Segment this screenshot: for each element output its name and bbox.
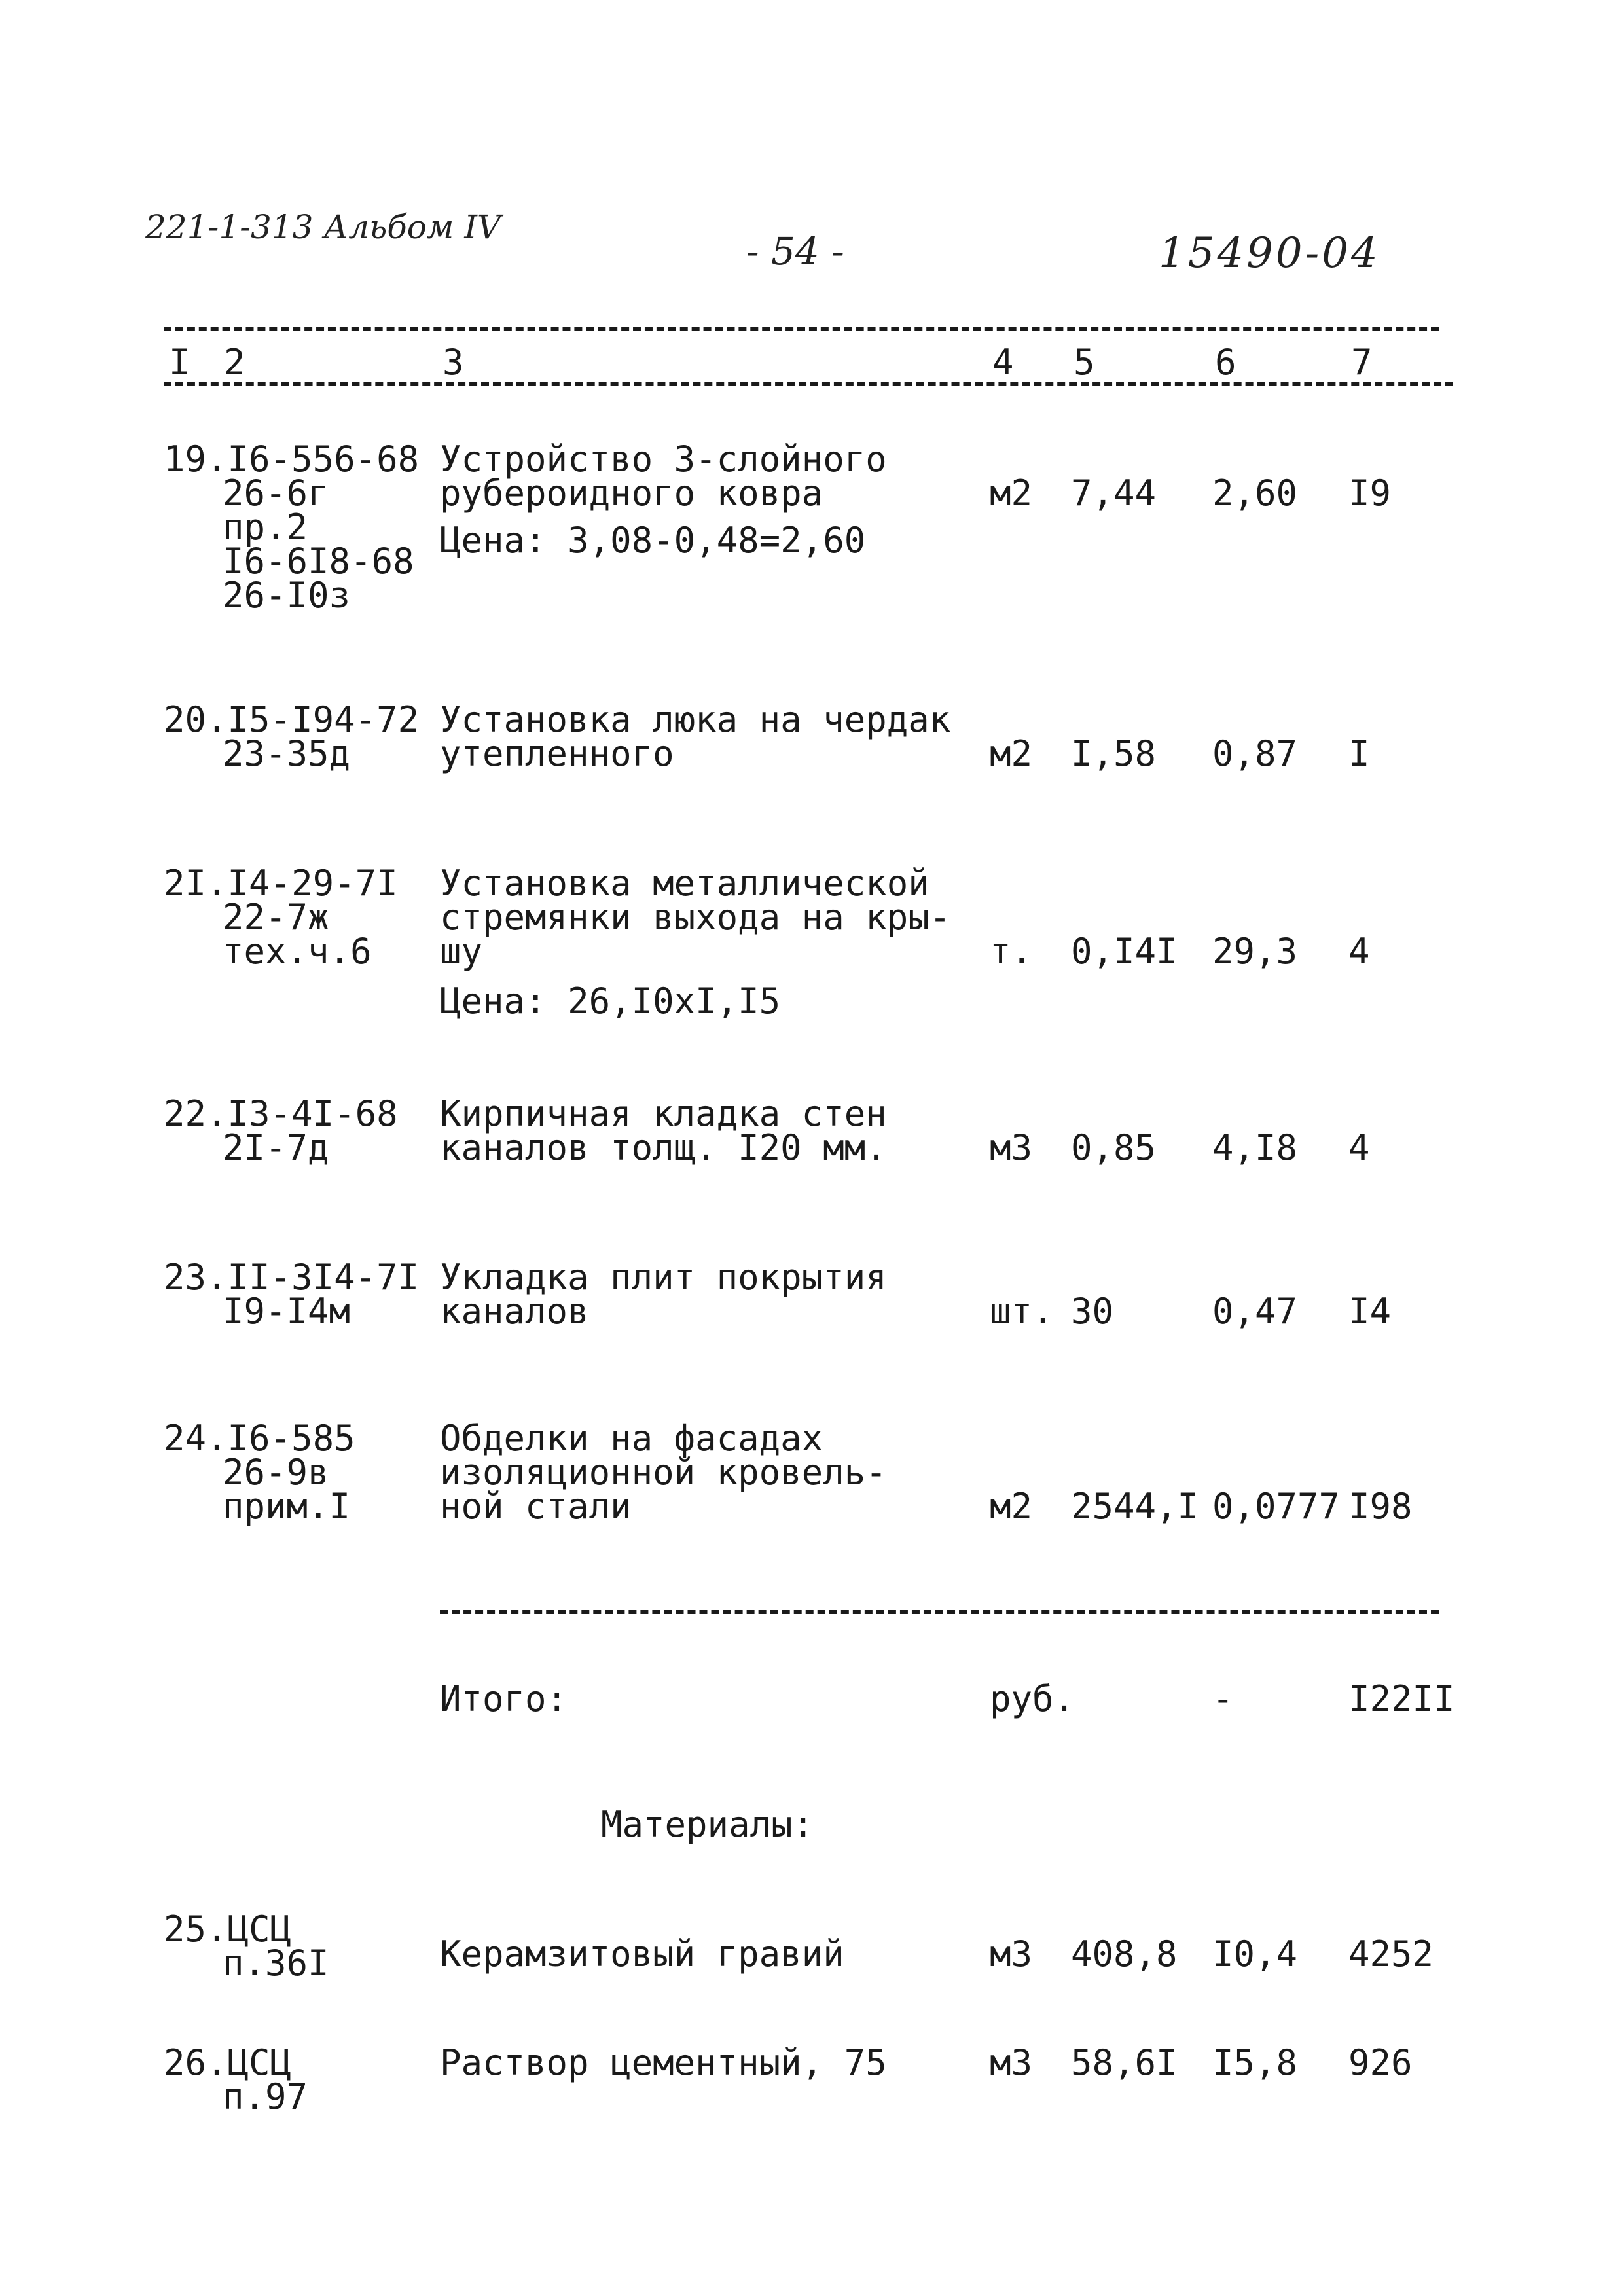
row-description-line: Керамзитовый гравий [440, 1933, 844, 1975]
row-quantity: 58,6I [1071, 2042, 1178, 2083]
row-ref-line: п.36I [223, 1943, 329, 1984]
row-total: 4 [1348, 1127, 1370, 1168]
row-ref-line: 26-6г [223, 473, 329, 514]
column-header-2: 2 [221, 346, 248, 380]
row-unit: м2 [990, 473, 1033, 514]
column-header-3: 3 [440, 346, 467, 380]
row-description-line: Укладка плит покрытия [440, 1257, 887, 1298]
row-ref-line: 19.I6-556-68 [164, 439, 420, 480]
row-ref-line: 25.ЦСЦ [164, 1909, 292, 1950]
row-unit: м3 [990, 1933, 1033, 1975]
column-header-4: 4 [990, 346, 1017, 380]
column-header-1: I [166, 346, 193, 380]
row-unit-price: 0,47 [1212, 1291, 1298, 1332]
row-quantity: 0,I4I [1071, 931, 1178, 972]
row-ref-line: I6-6I8-68 [223, 541, 414, 582]
row-unit-price: 29,3 [1212, 931, 1298, 972]
row-unit: м3 [990, 1127, 1033, 1168]
row-ref-line: 26.ЦСЦ [164, 2042, 292, 2083]
row-unit-price: I5,8 [1212, 2042, 1298, 2083]
row-ref-line: пр.2 [223, 507, 308, 548]
row-description-line: Раствор цементный, 75 [440, 2042, 887, 2083]
row-description-line: Установка люка на чердак [440, 699, 951, 740]
handwritten-album-code: 221-1-313 Альбом IV [145, 208, 501, 246]
row-description-line: Устройство 3-слойного [440, 439, 887, 480]
row-total: 926 [1348, 2042, 1413, 2083]
header-rule-top [164, 327, 1439, 331]
row-description-line: шу [440, 931, 483, 972]
row-quantity: I,58 [1071, 733, 1157, 774]
row-unit: м3 [990, 2042, 1033, 2083]
header-rule-bottom [164, 382, 1453, 386]
row-unit-price: 2,60 [1212, 473, 1298, 514]
row-ref-line: 2I-7д [223, 1127, 329, 1168]
row-total: 4 [1348, 931, 1370, 972]
row-ref-line: тех.ч.6 [223, 931, 372, 972]
row-price-note: Цена: 26,I0хI,I5 [440, 980, 781, 1022]
row-unit: м2 [990, 733, 1033, 774]
row-unit-price: 0,87 [1212, 733, 1298, 774]
page-number: - 54 - [746, 229, 844, 274]
row-total: I98 [1348, 1486, 1413, 1527]
row-unit-price: I0,4 [1212, 1933, 1298, 1975]
row-unit: м2 [990, 1486, 1033, 1527]
total-value: I22II [1348, 1678, 1455, 1719]
row-description-line: каналов [440, 1291, 589, 1332]
row-ref-line: 23-35д [223, 733, 351, 774]
row-price-note: Цена: 3,08-0,48=2,60 [440, 520, 866, 561]
row-description-line: рубероидного ковра [440, 473, 823, 514]
row-description-line: утепленного [440, 733, 674, 774]
row-description-line: Кирпичная кладка стен [440, 1093, 887, 1134]
row-unit: т. [990, 931, 1033, 972]
row-ref-line: 20.I5-I94-72 [164, 699, 420, 740]
row-ref-line: 26-I0з [223, 575, 351, 616]
row-description-line: Обделки на фасадах [440, 1418, 823, 1459]
materials-heading: Материалы: [601, 1804, 814, 1845]
row-total: I [1348, 733, 1370, 774]
row-quantity: 7,44 [1071, 473, 1157, 514]
row-quantity: 408,8 [1071, 1933, 1178, 1975]
row-description-line: каналов толщ. I20 мм. [440, 1127, 887, 1168]
total-separator-rule [440, 1610, 1439, 1614]
column-header-7: 7 [1348, 346, 1375, 380]
row-description-line: Установка металлической [440, 863, 929, 904]
document-number: 15490-04 [1159, 229, 1380, 278]
row-description-line: ной стали [440, 1486, 632, 1527]
row-ref-line: 2I.I4-29-7I [164, 863, 398, 904]
total-label: Итого: [440, 1678, 568, 1719]
row-quantity: 30 [1071, 1291, 1114, 1332]
row-total: I4 [1348, 1291, 1392, 1332]
column-header-6: 6 [1212, 346, 1239, 380]
row-total: 4252 [1348, 1933, 1434, 1975]
row-ref-line: прим.I [223, 1486, 351, 1527]
row-quantity: 0,85 [1071, 1127, 1157, 1168]
row-total: I9 [1348, 473, 1392, 514]
row-unit: шт. [990, 1291, 1054, 1332]
row-ref-line: I9-I4м [223, 1291, 351, 1332]
row-description-line: стремянки выхода на кры- [440, 897, 951, 938]
total-price: - [1212, 1678, 1234, 1719]
total-unit: руб. [990, 1678, 1075, 1719]
row-quantity: 2544,I [1071, 1486, 1199, 1527]
row-ref-line: 23.II-3I4-7I [164, 1257, 420, 1298]
column-header-5: 5 [1071, 346, 1098, 380]
row-ref-line: 22.I3-4I-68 [164, 1093, 398, 1134]
row-ref-line: 26-9в [223, 1452, 329, 1493]
row-unit-price: 0,0777 [1212, 1486, 1341, 1527]
row-ref-line: 22-7ж [223, 897, 329, 938]
row-description-line: изоляционной кровель- [440, 1452, 887, 1493]
row-ref-line: 24.I6-585 [164, 1418, 355, 1459]
row-ref-line: п.97 [223, 2076, 308, 2117]
row-unit-price: 4,I8 [1212, 1127, 1298, 1168]
